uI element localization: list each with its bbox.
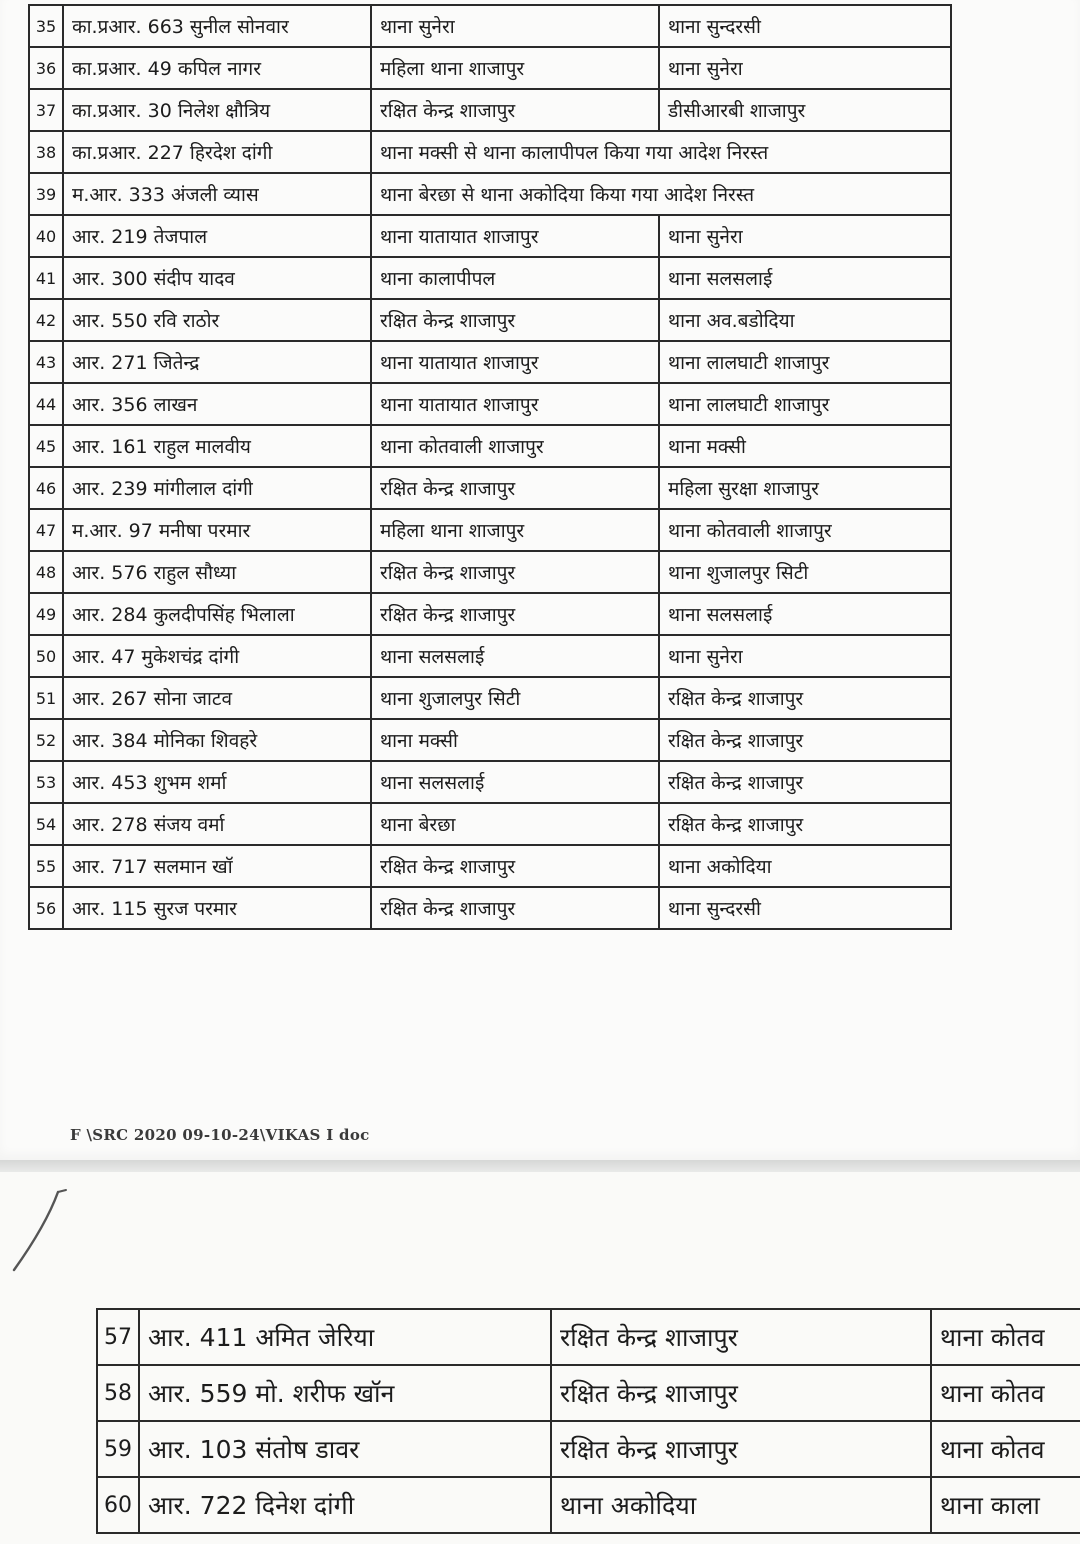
employee-cell: म.आर. 97 मनीषा परमार	[63, 509, 371, 551]
from-posting-cell: थाना अकोदिया	[551, 1477, 931, 1533]
from-posting-cell: महिला थाना शाजापुर	[371, 47, 659, 89]
table-row	[97, 1365, 1080, 1421]
table-row	[29, 509, 951, 551]
to-posting-cell: थाना लालघाटी शाजापुर	[659, 341, 951, 383]
employee-cell: आर. 717 सलमान खॉ	[63, 845, 371, 887]
to-posting-cell: महिला सुरक्षा शाजापुर	[659, 467, 951, 509]
serial-number-cell: 51	[29, 677, 63, 719]
employee-cell: आर. 103 संतोष डावर	[139, 1421, 551, 1477]
from-posting-cell: रक्षित केन्द्र शाजापुर	[371, 299, 659, 341]
to-posting-cell: रक्षित केन्द्र शाजापुर	[659, 761, 951, 803]
serial-number-cell: 53	[29, 761, 63, 803]
serial-number-cell: 50	[29, 635, 63, 677]
table-row	[29, 215, 951, 257]
serial-number-cell: 54	[29, 803, 63, 845]
employee-cell: आर. 550 रवि राठोर	[63, 299, 371, 341]
table-row	[29, 341, 951, 383]
employee-cell: आर. 239 मांगीलाल दांगी	[63, 467, 371, 509]
table-row	[97, 1421, 1080, 1477]
pen-mark-icon	[8, 1186, 78, 1276]
serial-number-cell: 43	[29, 341, 63, 383]
table-row	[29, 803, 951, 845]
employee-cell: आर. 284 कुलदीपसिंह भिलाला	[63, 593, 371, 635]
from-posting-cell: महिला थाना शाजापुर	[371, 509, 659, 551]
serial-number-cell: 44	[29, 383, 63, 425]
transfer-table-lower	[96, 1308, 1080, 1534]
serial-number-cell: 60	[97, 1477, 139, 1533]
employee-cell: आर. 271 जितेन्द्र	[63, 341, 371, 383]
serial-number-cell: 52	[29, 719, 63, 761]
employee-cell: आर. 722 दिनेश दांगी	[139, 1477, 551, 1533]
employee-cell: आर. 161 राहुल मालवीय	[63, 425, 371, 467]
to-posting-cell: थाना सुनेरा	[659, 47, 951, 89]
table-row	[29, 635, 951, 677]
employee-cell: आर. 453 शुभम शर्मा	[63, 761, 371, 803]
table-row	[29, 467, 951, 509]
employee-cell: आर. 47 मुकेशचंद्र दांगी	[63, 635, 371, 677]
from-posting-cell: रक्षित केन्द्र शाजापुर	[371, 887, 659, 929]
to-posting-cell: रक्षित केन्द्र शाजापुर	[659, 677, 951, 719]
employee-cell: का.प्रआर. 227 हिरदेश दांगी	[63, 131, 371, 173]
employee-cell: आर. 219 तेजपाल	[63, 215, 371, 257]
from-posting-cell: रक्षित केन्द्र शाजापुर	[551, 1365, 931, 1421]
table-row	[29, 131, 951, 173]
serial-number-cell: 35	[29, 5, 63, 47]
from-posting-cell: थाना शुजालपुर सिटी	[371, 677, 659, 719]
from-posting-cell: थाना मक्सी	[371, 719, 659, 761]
table-row	[29, 47, 951, 89]
employee-cell: आर. 278 संजय वर्मा	[63, 803, 371, 845]
serial-number-cell: 58	[97, 1365, 139, 1421]
table-row	[29, 89, 951, 131]
employee-cell: आर. 115 सुरज परमार	[63, 887, 371, 929]
employee-cell: आर. 559 मो. शरीफ खॉन	[139, 1365, 551, 1421]
serial-number-cell: 59	[97, 1421, 139, 1477]
from-posting-cell: थाना यातायात शाजापुर	[371, 341, 659, 383]
serial-number-cell: 49	[29, 593, 63, 635]
to-posting-cell: थाना शुजालपुर सिटी	[659, 551, 951, 593]
from-posting-cell: थाना यातायात शाजापुर	[371, 383, 659, 425]
serial-number-cell: 55	[29, 845, 63, 887]
employee-cell: आर. 576 राहुल सौध्या	[63, 551, 371, 593]
from-posting-cell: रक्षित केन्द्र शाजापुर	[371, 551, 659, 593]
to-posting-cell: थाना मक्सी	[659, 425, 951, 467]
to-posting-cell: थाना सुन्दरसी	[659, 5, 951, 47]
serial-number-cell: 36	[29, 47, 63, 89]
remark-cell: थाना मक्सी से थाना कालापीपल किया गया आदेश निरस्त	[371, 131, 951, 173]
from-posting-cell: थाना यातायात शाजापुर	[371, 215, 659, 257]
to-posting-cell: रक्षित केन्द्र शाजापुर	[659, 803, 951, 845]
employee-cell: का.प्रआर. 663 सुनील सोनवार	[63, 5, 371, 47]
document-footer-code: F \SRC 2020 09-10-24\VIKAS I doc	[70, 1126, 370, 1144]
table-row	[29, 593, 951, 635]
employee-cell: का.प्रआर. 30 निलेश क्षौत्रिय	[63, 89, 371, 131]
serial-number-cell: 39	[29, 173, 63, 215]
from-posting-cell: थाना कोतवाली शाजापुर	[371, 425, 659, 467]
serial-number-cell: 47	[29, 509, 63, 551]
serial-number-cell: 40	[29, 215, 63, 257]
serial-number-cell: 42	[29, 299, 63, 341]
from-posting-cell: रक्षित केन्द्र शाजापुर	[551, 1421, 931, 1477]
from-posting-cell: रक्षित केन्द्र शाजापुर	[371, 593, 659, 635]
from-posting-cell: रक्षित केन्द्र शाजापुर	[371, 89, 659, 131]
table-row	[29, 719, 951, 761]
transfer-table-upper	[28, 4, 952, 930]
to-posting-cell: थाना काला	[931, 1477, 1080, 1533]
table-row	[29, 845, 951, 887]
to-posting-cell: थाना सुनेरा	[659, 215, 951, 257]
employee-cell: का.प्रआर. 49 कपिल नागर	[63, 47, 371, 89]
table-row	[29, 299, 951, 341]
serial-number-cell: 37	[29, 89, 63, 131]
serial-number-cell: 48	[29, 551, 63, 593]
to-posting-cell: थाना कोतव	[931, 1365, 1080, 1421]
serial-number-cell: 45	[29, 425, 63, 467]
to-posting-cell: थाना सलसलाई	[659, 257, 951, 299]
table-row	[29, 551, 951, 593]
to-posting-cell: थाना अव.बडोदिया	[659, 299, 951, 341]
from-posting-cell: थाना कालापीपल	[371, 257, 659, 299]
table-row	[97, 1477, 1080, 1533]
table-row	[29, 257, 951, 299]
from-posting-cell: थाना सलसलाई	[371, 761, 659, 803]
from-posting-cell: रक्षित केन्द्र शाजापुर	[371, 467, 659, 509]
to-posting-cell: रक्षित केन्द्र शाजापुर	[659, 719, 951, 761]
to-posting-cell: थाना कोतवाली शाजापुर	[659, 509, 951, 551]
serial-number-cell: 41	[29, 257, 63, 299]
employee-cell: म.आर. 333 अंजली व्यास	[63, 173, 371, 215]
table-row	[29, 425, 951, 467]
table-row	[29, 383, 951, 425]
table-row	[97, 1309, 1080, 1365]
serial-number-cell: 57	[97, 1309, 139, 1365]
to-posting-cell: थाना लालघाटी शाजापुर	[659, 383, 951, 425]
to-posting-cell: थाना सलसलाई	[659, 593, 951, 635]
from-posting-cell: थाना सुनेरा	[371, 5, 659, 47]
table-row	[29, 761, 951, 803]
serial-number-cell: 38	[29, 131, 63, 173]
from-posting-cell: थाना सलसलाई	[371, 635, 659, 677]
table-row	[29, 887, 951, 929]
employee-cell: आर. 300 संदीप यादव	[63, 257, 371, 299]
to-posting-cell: थाना सुन्दरसी	[659, 887, 951, 929]
to-posting-cell: थाना अकोदिया	[659, 845, 951, 887]
employee-cell: आर. 411 अमित जेरिया	[139, 1309, 551, 1365]
table-row	[29, 677, 951, 719]
serial-number-cell: 56	[29, 887, 63, 929]
employee-cell: आर. 267 सोना जाटव	[63, 677, 371, 719]
remark-cell: थाना बेरछा से थाना अकोदिया किया गया आदेश निरस्त	[371, 173, 951, 215]
serial-number-cell: 46	[29, 467, 63, 509]
from-posting-cell: रक्षित केन्द्र शाजापुर	[551, 1309, 931, 1365]
employee-cell: आर. 384 मोनिका शिवहरे	[63, 719, 371, 761]
to-posting-cell: थाना सुनेरा	[659, 635, 951, 677]
employee-cell: आर. 356 लाखन	[63, 383, 371, 425]
to-posting-cell: थाना कोतव	[931, 1309, 1080, 1365]
to-posting-cell: थाना कोतव	[931, 1421, 1080, 1477]
from-posting-cell: थाना बेरछा	[371, 803, 659, 845]
from-posting-cell: रक्षित केन्द्र शाजापुर	[371, 845, 659, 887]
table-row	[29, 5, 951, 47]
table-row	[29, 173, 951, 215]
to-posting-cell: डीसीआरबी शाजापुर	[659, 89, 951, 131]
